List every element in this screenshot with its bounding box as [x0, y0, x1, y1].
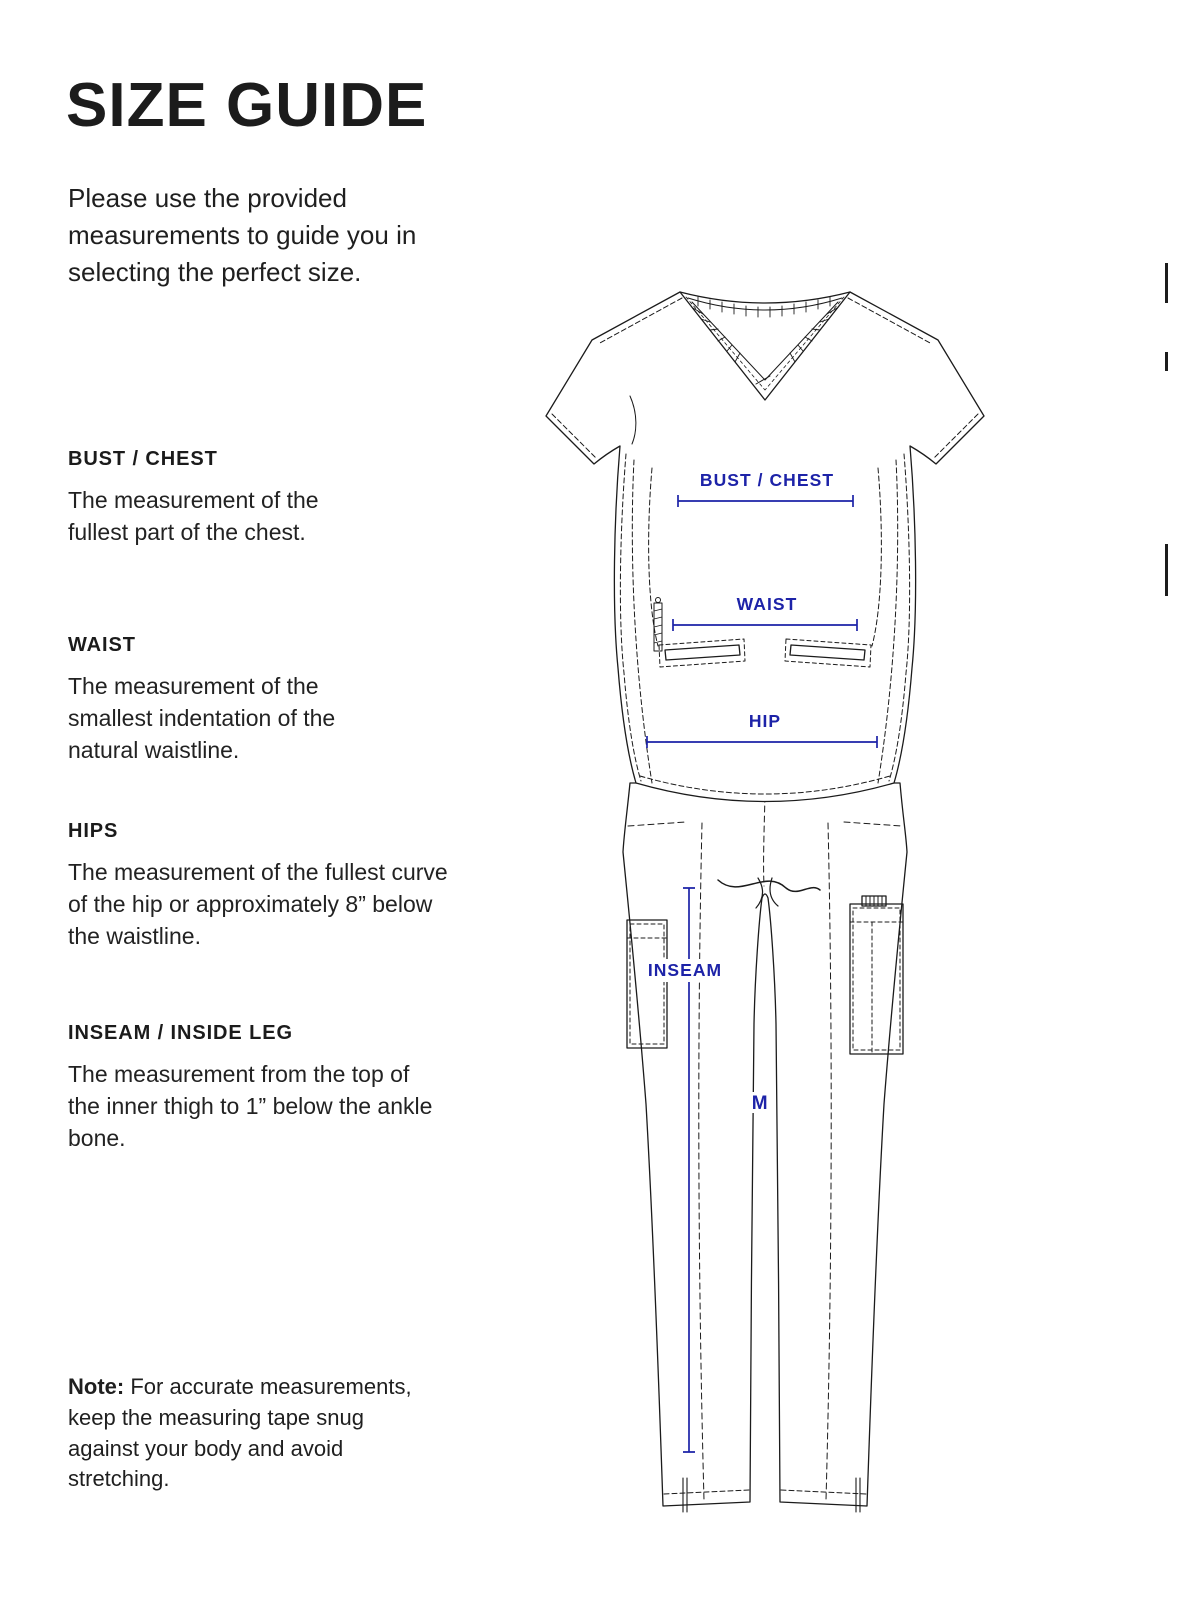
- section-waist: [68, 634, 390, 767]
- page-edge-artifact: [1165, 544, 1168, 596]
- section-hips: [68, 820, 468, 953]
- note-text: [68, 1372, 420, 1495]
- section-heading-bust: BUST / CHEST: [68, 448, 218, 470]
- section-heading-inseam: INSEAM / INSIDE LEG: [68, 1022, 293, 1044]
- section-body-waist: The measurement of the smallest indentation of the natural waistline.: [68, 673, 336, 764]
- size-diagram: [540, 278, 1000, 1528]
- page-edge-artifact: [1165, 263, 1168, 303]
- section-inseam: [68, 1022, 434, 1155]
- scrub-pants-drawing: [623, 783, 907, 1512]
- page-edge-artifact: [1165, 352, 1168, 371]
- section-body-inseam: The measurement from the top of the inner thigh to 1” below the ankle bone.: [68, 1061, 433, 1152]
- note-label: Note:: [68, 1374, 125, 1399]
- inseam-measure-label: INSEAM: [647, 960, 723, 980]
- section-heading-hips: HIPS: [68, 820, 119, 842]
- section-body-hips: The measurement of the fullest curve of the hip or approximately 8” below the waistline.: [68, 859, 448, 950]
- bust-measure-label: BUST / CHEST: [699, 470, 835, 490]
- size-marker-label: M: [751, 1093, 769, 1114]
- page-title: SIZE GUIDE: [66, 71, 428, 140]
- section-body-bust: The measurement of the fullest part of the chest.: [68, 487, 319, 546]
- note-body: For accurate measurements, keep the measuring tape snug against your body and avoid stretching.: [68, 1374, 412, 1492]
- section-bust-chest: [68, 448, 368, 548]
- waist-measure-label: WAIST: [736, 594, 798, 614]
- hip-measure-label: HIP: [748, 711, 782, 731]
- intro-text: Please use the provided measurements to guide you in selecting the perfect size.: [68, 183, 417, 287]
- section-heading-waist: WAIST: [68, 634, 136, 656]
